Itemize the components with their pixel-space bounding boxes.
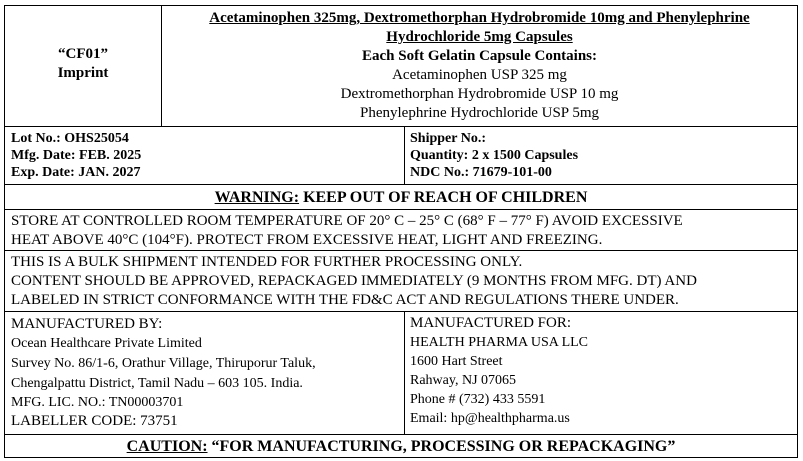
- imprint-cell: [5, 6, 162, 126]
- ingredient-item: Acetaminophen USP 325 mg: [392, 67, 567, 83]
- caution-prefix: CAUTION:: [126, 438, 208, 455]
- contains-heading: Each Soft Gelatin Capsule Contains:: [361, 48, 598, 64]
- manufacturer-address-line1: Survey No. 86/1-6, Orathur Village, Thiruporur Taluk,: [11, 356, 316, 371]
- client-city: Rahway, NJ 07065: [410, 373, 517, 388]
- labeller-code: LABELLER CODE: 73751: [11, 413, 178, 429]
- client-phone: Phone # (732) 433 5591: [410, 392, 546, 407]
- bulk-line: CONTENT SHOULD BE APPROVED, REPACKAGED IMMEDIATELY (9 MONTHS FROM MFG. DT) AND: [11, 273, 697, 289]
- quantity: Quantity: 2 x 1500 Capsules: [410, 148, 579, 163]
- product-title-line1: Acetaminophen 325mg, Dextromethorphan Hydrobromide 10mg and Phenylephrine: [209, 10, 750, 26]
- ingredient-item: Dextromethorphan Hydrobromide USP 10 mg: [340, 86, 619, 102]
- caution-text: “FOR MANUFACTURING, PROCESSING OR REPACKAGING”: [207, 438, 676, 455]
- warning-row: [5, 185, 797, 210]
- product-title-line2: Hydrochloride 5mg Capsules: [386, 29, 573, 45]
- ndc-number: NDC No.: 71679-101-00: [410, 165, 552, 180]
- shipper-cell: [405, 127, 797, 184]
- imprint-label: Imprint: [57, 65, 109, 81]
- client-email: Email: hp@healthpharma.us: [410, 411, 570, 426]
- caution-row: [5, 435, 797, 457]
- storage-line: STORE AT CONTROLLED ROOM TEMPERATURE OF 20° C – 25° C (68° F – 77° F) AVOID EXCESSIVE: [11, 213, 683, 229]
- manufacturer-license: MFG. LIC. NO.: TN00003701: [11, 395, 184, 410]
- manufactured-for-cell: [405, 312, 797, 434]
- client-street: 1600 Hart Street: [410, 354, 503, 369]
- manufactured-by-heading: MANUFACTURED BY:: [11, 316, 163, 332]
- product-header-row: [5, 6, 797, 127]
- imprint-code: “CF01”: [58, 46, 108, 62]
- product-description-cell: [162, 6, 797, 126]
- manufactured-by-cell: [5, 312, 405, 434]
- lot-number: Lot No.: OHS25054: [11, 131, 129, 146]
- bulk-line: LABELED IN STRICT CONFORMANCE WITH THE FD&C ACT AND REGULATIONS THERE UNDER.: [11, 292, 679, 308]
- manufacturer-row: [5, 312, 797, 435]
- storage-line: HEAT ABOVE 40°C (104°F). PROTECT FROM EXCESSIVE HEAT, LIGHT AND FREEZING.: [11, 232, 603, 248]
- ingredient-item: Phenylephrine Hydrochloride USP 5mg: [360, 105, 599, 121]
- manufacturer-name: Ocean Healthcare Private Limited: [11, 336, 202, 351]
- warning-prefix: WARNING:: [214, 189, 300, 206]
- manufacturer-address-line2: Chengalpattu District, Tamil Nadu – 603 105. India.: [11, 376, 303, 391]
- lot-cell: [5, 127, 405, 184]
- manufactured-for-heading: MANUFACTURED FOR:: [410, 315, 571, 331]
- bulk-shipment-row: [5, 251, 797, 312]
- lot-shipper-row: [5, 127, 797, 185]
- mfg-date: Mfg. Date: FEB. 2025: [11, 148, 142, 163]
- client-name: HEALTH PHARMA USA LLC: [410, 335, 589, 350]
- product-label: [4, 5, 798, 458]
- exp-date: Exp. Date: JAN. 2027: [11, 165, 141, 180]
- bulk-line: THIS IS A BULK SHIPMENT INTENDED FOR FURTHER PROCESSING ONLY.: [11, 254, 523, 270]
- shipper-number: Shipper No.:: [410, 131, 486, 146]
- warning-text: KEEP OUT OF REACH OF CHILDREN: [299, 189, 588, 206]
- storage-row: [5, 210, 797, 251]
